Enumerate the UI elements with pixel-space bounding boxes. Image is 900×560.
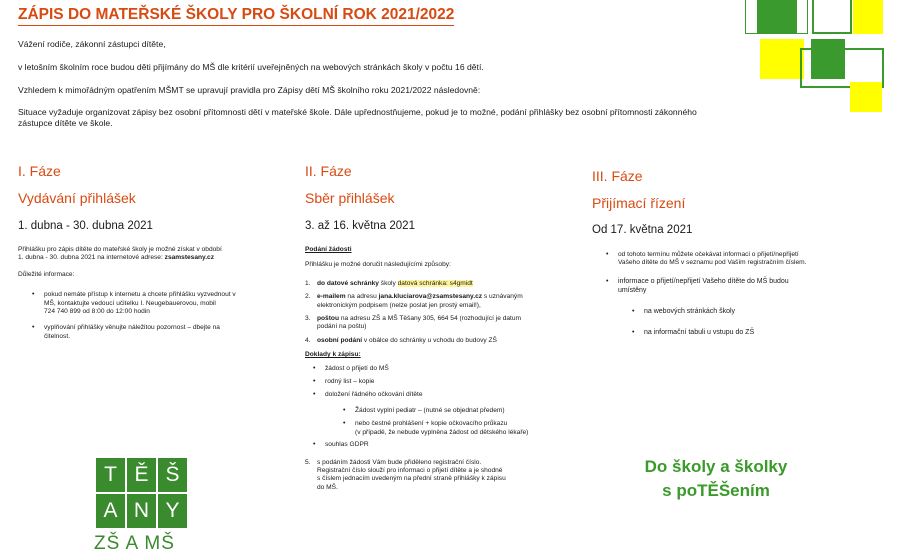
intro-line-3: Situace vyžaduje organizovat zápisy bez osobní přítomnosti dětí v mateřské škole. Dále upřednostňujeme, pokud je to možné, podání přihlášky bez osobní přítomnosti zákonného xyxy=(18,107,697,117)
intro-line-4: zástupce dítěte ve škole. xyxy=(18,118,113,128)
logo-letter-y: Y xyxy=(158,494,187,528)
slogan-line-1: Do školy a školky xyxy=(644,457,788,476)
decor-square-green-outline-2 xyxy=(812,0,852,34)
phase3-sub-2: • na informační tabuli u vstupu do ZŠ xyxy=(632,328,876,337)
databox-id: datová schránka: s4gmidt xyxy=(397,279,473,287)
phase3-date: Od 17. května 2021 xyxy=(592,224,693,236)
phase1-number: I. Fáze xyxy=(18,163,61,179)
logo-letter-n: N xyxy=(127,494,156,528)
phase1-bullet-1: • pokud nemáte přístup k internetu a chcete přihlášku vyzvednout v MŠ, kontaktujte vedoucí učitelku I. Neugebauerovou, mobil 724 740 899 od 8:00 do 12:00 hodin xyxy=(32,291,268,316)
logo-letter-e: Ě xyxy=(127,458,156,492)
logo-letter-t: T xyxy=(96,458,125,492)
phase3-bullet-1: • od tohoto termínu můžete očekávat informaci o přijetí/nepřijetí Vašeho dítěte do MŠ v seznamu pod Vaším registračním číslem. xyxy=(606,251,876,268)
phase3-bullet-2-wrap xyxy=(606,277,876,337)
logo-text: ZŠ A MŠ xyxy=(94,533,175,554)
intro-greeting: Vážení rodiče, zákonní zástupci dítěte, xyxy=(18,39,166,49)
decor-square-yellow-3 xyxy=(850,82,882,112)
phase2-item-4: 4. osobní podání v obálce do schránky u vchodu do budovy ZŠ xyxy=(305,336,497,344)
phase3-text xyxy=(606,251,876,268)
phase2-item-1: 1. do datové schránky školy datová schránka: s4gmidt xyxy=(305,279,473,287)
page-title: ZÁPIS DO MATEŘSKÉ ŠKOLY PRO ŠKOLNÍ ROK 2021/2022 xyxy=(18,6,454,26)
phase2-docs-head: Doklady k zápisu: xyxy=(305,351,361,359)
phase1-p1a: Přihlášku pro zápis dítěte do mateřské školy je možné získat v období xyxy=(18,246,222,253)
phase2-submit-head: Podání žádosti xyxy=(305,246,352,253)
logo-letter-a: A xyxy=(96,494,125,528)
email-address: jana.kluciarova@zsamstesany.cz xyxy=(378,293,483,301)
doc-subitem-2: • nebo čestné prohlášení + kopie očkovacího průkazu (v případě, že nebude vyplněna žádost od dětského lékaře) xyxy=(343,420,585,437)
phase2-item-3: 3. poštou na adresu ZŠ a MŠ Těšany 305, 664 54 (rozhodující je datum podání na poštu) xyxy=(305,315,522,331)
phase1-p1b: 1. dubna - 30. dubna 2021 na internetové adrese: zsamstesany.cz xyxy=(18,254,215,262)
doc-item-2: • rodný list – kopie xyxy=(313,378,585,386)
decor-square-green-outline xyxy=(745,0,808,34)
doc-item-3: • doložení řádného očkování dítěte xyxy=(313,391,585,399)
intro-line-2: Vzhledem k mimořádným opatřením MŠMT se upravují pravidla pro Zápisy dětí MŠ školního roku 2021/2022 následovně: xyxy=(18,85,481,95)
slogan-line-2: s poTĚŠením xyxy=(662,481,770,500)
phase2-item-5: 5. s podáním žádosti Vám bude přiděleno registrační číslo. Registrační číslo slouží pro informaci o přijetí dítěte a je shodné s číslem jednacím uvedeným na přední straně přihlášky k zápisu do MŠ. xyxy=(305,458,506,491)
phase1-important: Důležité informace: xyxy=(18,270,75,278)
slogan xyxy=(608,455,824,503)
intro-line-1: v letošním školním roce budou děti přijímány do MŠ dle kritérií uveřejněných na webových stránkách školy v počtu 16 dětí. xyxy=(18,62,484,72)
phase1-bullet-2: • vyplňování přihlášky věnujte náležitou pozornost – dbejte na čitelnost. xyxy=(32,324,268,341)
phase2-text xyxy=(305,246,585,492)
phase1-url: zsamstesany.cz xyxy=(164,254,215,262)
doc-subitem-1: • Žádost vyplní pediatr – (nutné se objednat předem) xyxy=(343,407,585,415)
phase3-name: Přijímací řízení xyxy=(592,195,686,211)
phase1-date: 1. dubna - 30. dubna 2021 xyxy=(18,220,153,232)
phase3-sub-1: • na webových stránkách školy xyxy=(632,307,876,316)
logo-letter-s: Š xyxy=(158,458,187,492)
doc-item-gdpr: • souhlas GDPR xyxy=(313,441,585,449)
decor-square-yellow xyxy=(853,0,883,34)
phase3-bullet-2: • informace o přijetí/nepřijetí Vašeho dítěte do MŠ budou umístěny xyxy=(606,277,876,295)
decor-square-yellow-2 xyxy=(760,39,804,79)
phase2-submit-intro: Přihlášku je možné doručit následujícími způsoby: xyxy=(305,261,451,269)
phase1-name: Vydávání přihlášek xyxy=(18,190,136,206)
phase2-name: Sběr přihlášek xyxy=(305,190,395,206)
doc-item-1: • žádost o přijetí do MŠ xyxy=(313,365,585,373)
phase2-item-2: 2. e-mailem na adresu jana.kluciarova@zsamstesany.cz s uznávaným elektronickým podpisem (nelze poslat jen prostý email!), xyxy=(305,293,523,309)
phase2-number: II. Fáze xyxy=(305,163,352,179)
logo-grid-box xyxy=(96,458,186,530)
phase3-number: III. Fáze xyxy=(592,168,643,184)
phase1-text xyxy=(18,246,268,341)
phase2-date: 3. až 16. května 2021 xyxy=(305,220,415,232)
